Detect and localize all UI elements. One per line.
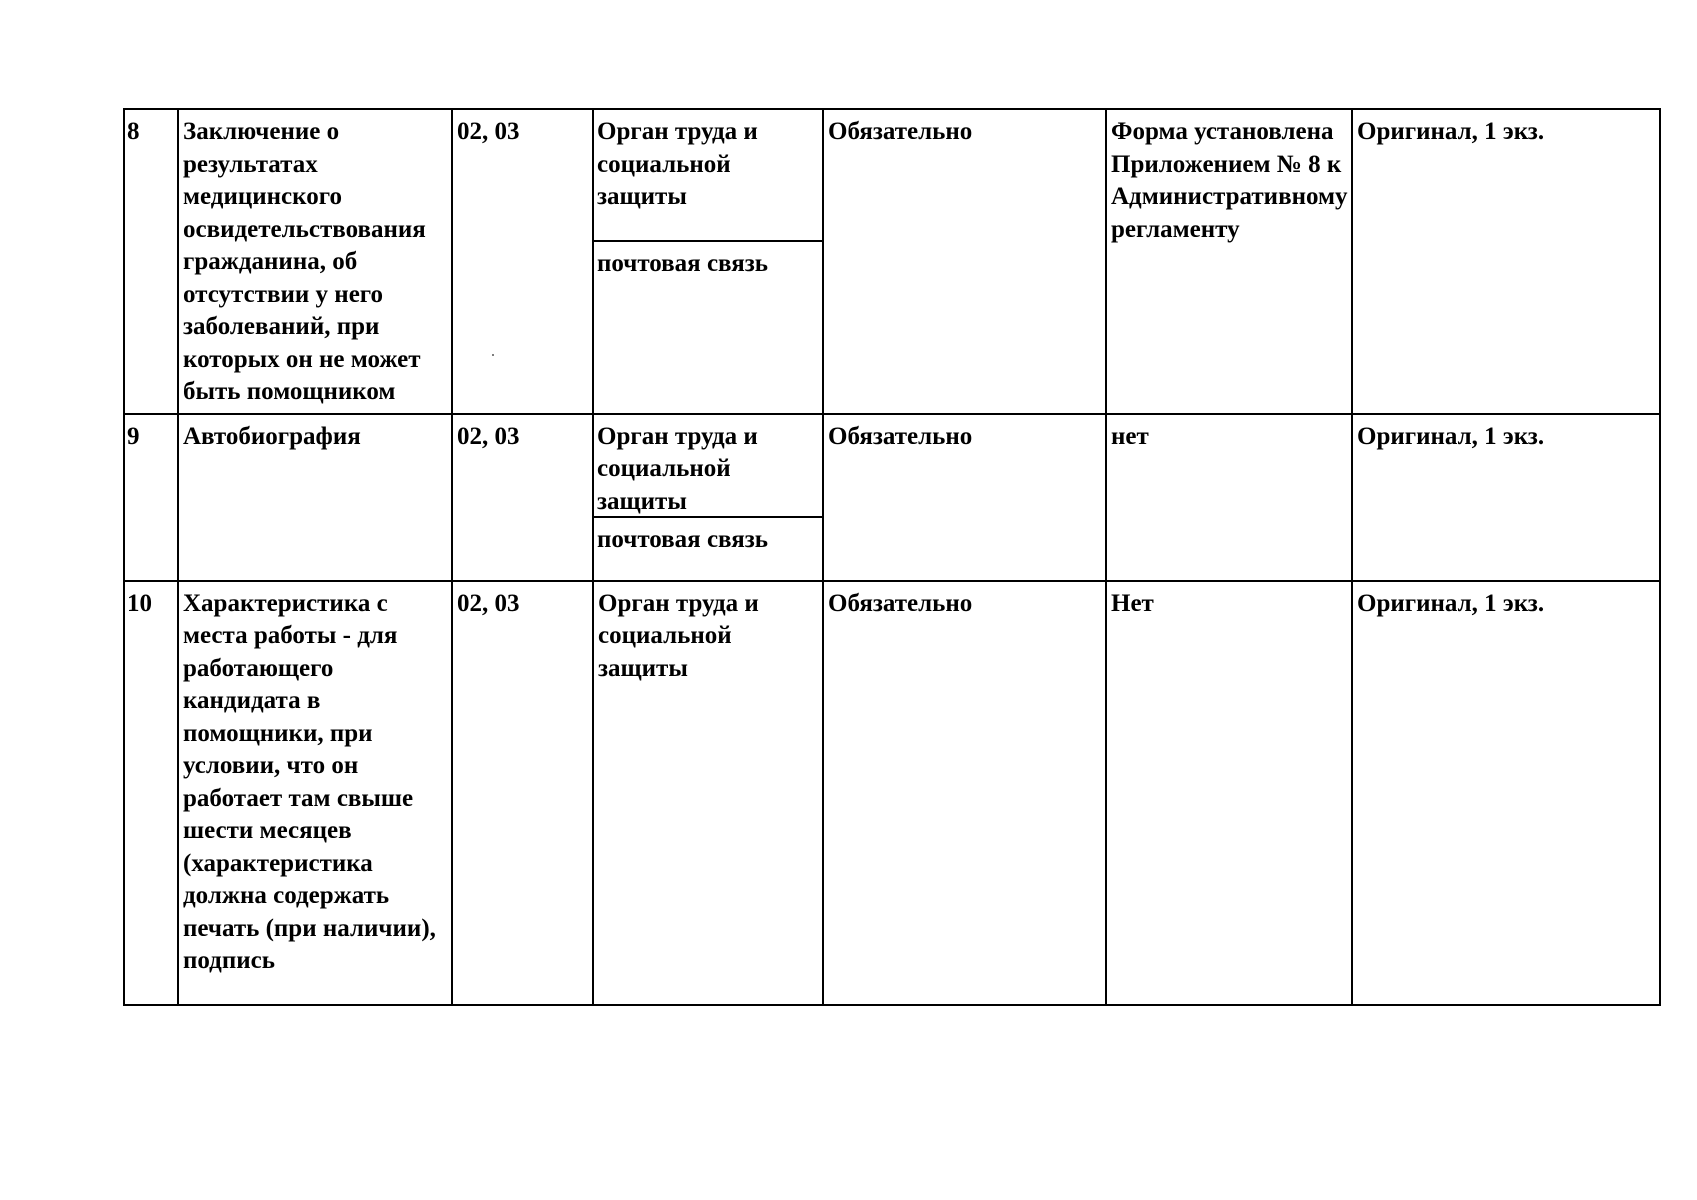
codes-cell [452, 414, 593, 581]
copy-cell [1352, 581, 1660, 1005]
document-name-cell [178, 581, 452, 1005]
form-info: Форма установлена Приложением № 8 к Административному регламенту [1111, 118, 1348, 243]
document-name: Характеристика с места работы - для работающего кандидата в помощники, при условии, что он работает там свыше шести месяцев (характеристика должна содержать печать (при наличии), подпись [183, 589, 436, 974]
copy-info: Оригинал, 1 экз. [1357, 422, 1545, 450]
required-cell [823, 581, 1106, 1005]
table-row [124, 109, 1660, 414]
form-cell [1106, 414, 1352, 581]
source-cell [593, 581, 823, 1005]
row-number: 8 [127, 118, 140, 145]
row-number: 10 [127, 589, 152, 617]
document-name-cell [178, 414, 452, 581]
required-status: Обязательно [828, 422, 973, 450]
required-cell [823, 414, 1106, 581]
source-primary: Орган труда и социальной защиты [598, 589, 759, 682]
form-cell [1106, 581, 1352, 1005]
form-cell [1106, 109, 1352, 414]
codes-cell [452, 581, 593, 1005]
source-secondary: почтовая связь [597, 250, 769, 277]
documents-table [123, 108, 1661, 1006]
form-info: нет [1111, 422, 1149, 450]
row-number-cell [124, 581, 178, 1005]
source-primary: Орган труда и социальной защиты [594, 110, 822, 242]
required-status: Обязательно [828, 118, 973, 145]
document-name: Автобиография [183, 422, 361, 450]
row-number-cell [124, 109, 178, 414]
copy-cell [1352, 414, 1660, 581]
document-name: Заключение о результатах медицинского освидетельствования гражданина, об отсутствии у него заболеваний, при которых он не может быть помощником [183, 118, 426, 405]
codes: 02, 03 [457, 118, 520, 145]
copy-info: Оригинал, 1 экз. [1357, 118, 1545, 145]
required-status: Обязательно [828, 589, 973, 617]
source-cell [593, 414, 823, 581]
row-number: 9 [127, 422, 140, 450]
codes: 02, 03 [457, 422, 520, 450]
codes-cell [452, 109, 593, 414]
codes: 02, 03 [457, 589, 520, 617]
source-cell [593, 109, 823, 414]
table-row [124, 581, 1660, 1005]
table-row [124, 414, 1660, 581]
required-cell [823, 109, 1106, 414]
form-info: Нет [1111, 589, 1154, 617]
copy-info: Оригинал, 1 экз. [1357, 589, 1545, 617]
source-secondary: почтовая связь [597, 525, 769, 553]
row-number-cell [124, 414, 178, 581]
copy-cell [1352, 109, 1660, 414]
source-primary: Орган труда и социальной защиты [594, 415, 822, 518]
document-page [123, 108, 1661, 1006]
scan-speck [492, 354, 494, 356]
document-name-cell [178, 109, 452, 414]
